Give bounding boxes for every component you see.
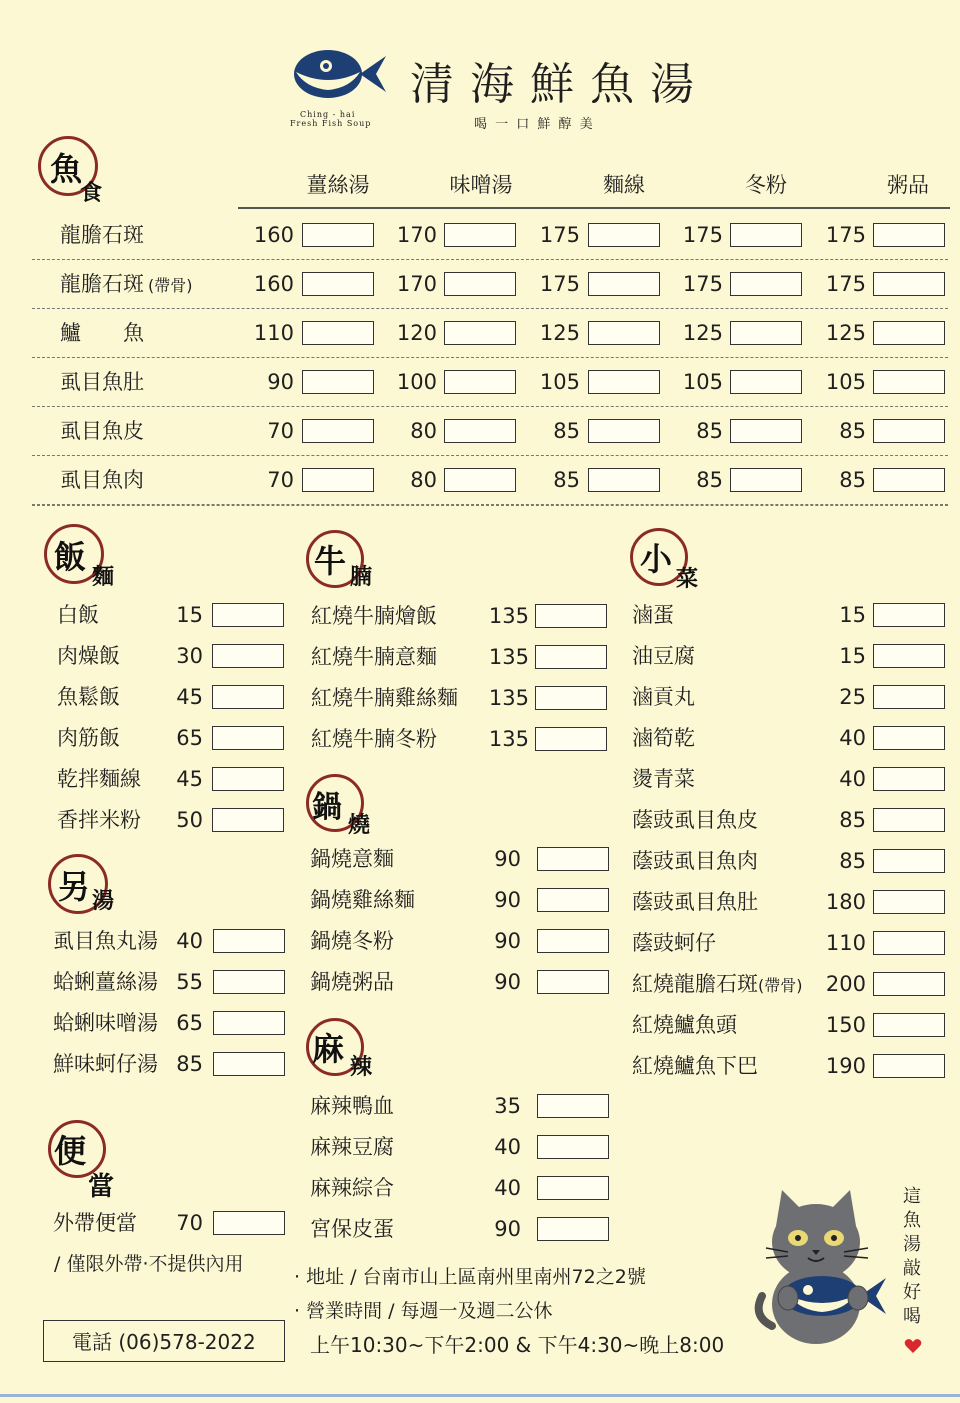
menu-item-label: 紅燒牛腩意麵 — [311, 645, 437, 669]
row-divider — [32, 357, 948, 358]
menu-item-name — [632, 602, 674, 628]
fish-price: 105 — [825, 370, 866, 394]
menu-item-label: 蛤蜊味噌湯 — [53, 1011, 158, 1035]
quantity-box[interactable] — [537, 1217, 609, 1241]
fish-price: 80 — [410, 468, 437, 492]
fish-price: 125 — [682, 321, 723, 345]
bottom-border — [0, 1394, 960, 1397]
address: ‧ 地址 / 台南市山上區南州里南州72之2號 — [294, 1266, 646, 1288]
menu-item-price: 135 — [488, 604, 529, 628]
fish-price: 105 — [539, 370, 580, 394]
menu-item-price: 90 — [494, 847, 521, 871]
quantity-box[interactable] — [535, 604, 607, 628]
menu-item-price: 200 — [825, 972, 866, 996]
menu-item-price: 90 — [494, 970, 521, 994]
quantity-box[interactable] — [212, 726, 284, 750]
menu-item-label: 蔭豉虱目魚肚 — [632, 890, 758, 914]
menu-item-name — [57, 643, 120, 669]
menu-item-price: 110 — [825, 931, 866, 955]
fish-price: 175 — [682, 223, 723, 247]
title-char: 湯 — [650, 59, 694, 110]
fish-item-label: 龍膽石斑 — [60, 223, 144, 247]
badge-beef-char1: 牛 — [314, 542, 347, 580]
phone-number: 電話 (06)578-2022 — [72, 1330, 256, 1354]
quantity-box[interactable] — [302, 419, 374, 443]
tagline: 喝 一 口 鮮 醇 美 — [474, 117, 595, 132]
menu-item-name — [632, 807, 758, 833]
title-char: 清 — [410, 59, 454, 110]
menu-item-price: 40 — [176, 929, 203, 953]
quantity-box[interactable] — [302, 370, 374, 394]
quantity-box[interactable] — [535, 686, 607, 710]
fish-item-name — [60, 320, 144, 346]
menu-item-name — [632, 930, 716, 956]
store-title — [410, 48, 700, 108]
badge-hotpot-char1: 鍋 — [312, 790, 342, 825]
row-divider — [32, 455, 948, 456]
menu-item-label: 香拌米粉 — [57, 808, 141, 832]
fish-price: 85 — [696, 468, 723, 492]
quantity-box[interactable] — [873, 370, 945, 394]
header-rule — [238, 207, 950, 209]
menu-item-name — [310, 928, 394, 954]
slogan-char: 好 — [903, 1282, 921, 1303]
menu-item-label: 麻辣綜合 — [310, 1176, 394, 1200]
menu-item-label: 蔭豉虱目魚皮 — [632, 808, 758, 832]
badge-spicy-char2: 辣 — [350, 1054, 373, 1080]
menu-item-price: 180 — [825, 890, 866, 914]
menu-item-name — [53, 1210, 137, 1236]
quantity-box[interactable] — [588, 321, 660, 345]
slogan-char: 湯 — [903, 1234, 921, 1255]
menu-item-label: 虱目魚丸湯 — [53, 929, 158, 953]
quantity-box[interactable] — [873, 685, 945, 709]
menu-item-name — [310, 846, 394, 872]
menu-item-label: 鍋燒粥品 — [310, 970, 394, 994]
menu-item-price: 150 — [825, 1013, 866, 1037]
quantity-box[interactable] — [444, 272, 516, 296]
quantity-box[interactable] — [213, 1052, 285, 1076]
bento-note: / 僅限外帶‧不提供內用 — [54, 1253, 244, 1275]
quantity-box[interactable] — [730, 370, 802, 394]
quantity-box[interactable] — [873, 767, 945, 791]
quantity-box[interactable] — [588, 223, 660, 247]
fish-item-name — [60, 222, 144, 248]
quantity-box[interactable] — [212, 808, 284, 832]
fish-price: 120 — [396, 321, 437, 345]
quantity-box[interactable] — [213, 970, 285, 994]
badge-sides-char1: 小 — [640, 540, 673, 578]
slogan-char: 這 — [903, 1186, 921, 1207]
quantity-box[interactable] — [302, 223, 374, 247]
quantity-box[interactable] — [873, 1013, 945, 1037]
badge-rice-char1: 飯 — [54, 538, 87, 576]
quantity-box[interactable] — [873, 726, 945, 750]
menu-item-name — [311, 644, 437, 670]
menu-item-name — [632, 766, 695, 792]
menu-item-label: 紅燒牛腩冬粉 — [311, 727, 437, 751]
menu-item-label: 鍋燒雞絲麵 — [310, 888, 415, 912]
menu-item-name — [57, 725, 120, 751]
quantity-box[interactable] — [444, 321, 516, 345]
quantity-box[interactable] — [873, 603, 945, 627]
row-divider — [32, 259, 948, 260]
quantity-box[interactable] — [873, 849, 945, 873]
menu-item-label: 宮保皮蛋 — [310, 1217, 394, 1241]
menu-item-name — [57, 602, 99, 628]
menu-item-name — [632, 848, 758, 874]
menu-item-label: 油豆腐 — [632, 644, 695, 668]
menu-item-price: 45 — [176, 685, 203, 709]
menu-item-name — [57, 766, 141, 792]
fish-price: 85 — [696, 419, 723, 443]
quantity-box[interactable] — [213, 1211, 285, 1235]
menu-item-price: 15 — [176, 603, 203, 627]
quantity-box[interactable] — [730, 272, 802, 296]
fish-item-name — [60, 271, 193, 299]
header — [0, 0, 960, 140]
menu-item-price: 15 — [839, 603, 866, 627]
menu-item-name — [310, 887, 415, 913]
menu-item-price: 135 — [488, 727, 529, 751]
fish-price: 85 — [553, 468, 580, 492]
menu-item-price: 65 — [176, 1011, 203, 1035]
quantity-box[interactable] — [873, 419, 945, 443]
fish-price: 90 — [267, 370, 294, 394]
row-divider — [32, 308, 948, 309]
menu-item-price: 65 — [176, 726, 203, 750]
quantity-box[interactable] — [873, 223, 945, 247]
fish-price: 70 — [267, 419, 294, 443]
fish-price: 175 — [825, 272, 866, 296]
menu-item-name — [311, 726, 437, 752]
menu-item-label: 滷筍乾 — [632, 726, 695, 750]
fish-price: 85 — [839, 419, 866, 443]
quantity-box[interactable] — [873, 890, 945, 914]
badge-bento-char2: 當 — [88, 1172, 115, 1202]
menu-item-price: 40 — [494, 1176, 521, 1200]
fish-price: 160 — [253, 223, 294, 247]
quantity-box[interactable] — [588, 468, 660, 492]
fish-item-label: 鱸 魚 — [60, 321, 144, 345]
fish-logo-icon — [290, 44, 390, 110]
menu-item-label: 滷貢丸 — [632, 685, 695, 709]
quantity-box[interactable] — [873, 321, 945, 345]
fish-price: 105 — [682, 370, 723, 394]
menu-item-name — [310, 1134, 394, 1160]
heart-icon — [904, 1338, 922, 1354]
badge-soup-char1: 另 — [58, 868, 91, 906]
menu-item-label: 白飯 — [57, 603, 99, 627]
menu-item-name — [310, 969, 394, 995]
menu-item-label: 紅燒鱸魚頭 — [632, 1013, 737, 1037]
column-header: 麵線 — [603, 173, 645, 197]
fish-price: 125 — [539, 321, 580, 345]
quantity-box[interactable] — [212, 685, 284, 709]
fish-price: 160 — [253, 272, 294, 296]
quantity-box[interactable] — [444, 370, 516, 394]
fish-price: 170 — [396, 223, 437, 247]
badge-spicy-char1: 麻 — [312, 1030, 345, 1068]
menu-item-label: 外帶便當 — [53, 1211, 137, 1235]
menu-item-name — [632, 1053, 758, 1079]
cat-mascot-icon — [752, 1186, 890, 1348]
menu-item-price: 35 — [494, 1094, 521, 1118]
menu-item-price: 40 — [839, 726, 866, 750]
quantity-box[interactable] — [537, 1176, 609, 1200]
quantity-box[interactable] — [873, 468, 945, 492]
fish-item-label: 虱目魚皮 — [60, 419, 144, 443]
fish-price: 175 — [539, 223, 580, 247]
quantity-box[interactable] — [873, 972, 945, 996]
fish-price: 85 — [553, 419, 580, 443]
fish-price: 110 — [253, 321, 294, 345]
menu-item-price: 90 — [494, 929, 521, 953]
menu-item-name — [310, 1175, 394, 1201]
fish-price: 125 — [825, 321, 866, 345]
menu-item-label: 紅燒鱸魚下巴 — [632, 1054, 758, 1078]
quantity-box[interactable] — [873, 1054, 945, 1078]
menu-item-price: 45 — [176, 767, 203, 791]
menu-item-price: 40 — [494, 1135, 521, 1159]
menu-item-label: 魚鬆飯 — [57, 685, 120, 709]
badge-fish-char2: 食 — [80, 180, 103, 206]
section-divider — [32, 505, 948, 506]
quantity-box[interactable] — [537, 1094, 609, 1118]
menu-item-label: 蔭豉虱目魚肉 — [632, 849, 758, 873]
quantity-box[interactable] — [537, 1135, 609, 1159]
logo-line2: Fresh Fish Soup — [290, 119, 372, 128]
menu-item-price: 135 — [488, 645, 529, 669]
badge-hotpot-char2: 燒 — [348, 812, 371, 838]
badge-rice-char2: 麵 — [92, 564, 115, 590]
quantity-box[interactable] — [730, 468, 802, 492]
quantity-box[interactable] — [444, 468, 516, 492]
title-char: 海 — [470, 59, 514, 110]
menu-item-name — [310, 1093, 394, 1119]
menu-item-name — [632, 1012, 737, 1038]
quantity-box[interactable] — [873, 644, 945, 668]
quantity-box[interactable] — [302, 272, 374, 296]
quantity-box[interactable] — [535, 727, 607, 751]
menu-item-label: 麻辣鴨血 — [310, 1094, 394, 1118]
column-header: 冬粉 — [745, 173, 787, 197]
menu-item-label: 滷蛋 — [632, 603, 674, 627]
title-char: 魚 — [590, 59, 634, 110]
menu-item-name — [632, 643, 695, 669]
menu-item-label: 鍋燒冬粉 — [310, 929, 394, 953]
menu-item-label: 鍋燒意麵 — [310, 847, 394, 871]
quantity-box[interactable] — [873, 272, 945, 296]
fish-price: 70 — [267, 468, 294, 492]
quantity-box[interactable] — [537, 929, 609, 953]
slogan-char: 敲 — [903, 1258, 921, 1279]
badge-soup-char2: 湯 — [92, 888, 115, 914]
fish-item-name — [60, 369, 144, 395]
fish-item-label: 虱目魚肚 — [60, 370, 144, 394]
menu-item-name — [632, 684, 695, 710]
column-header: 薑絲湯 — [306, 173, 370, 197]
quantity-box[interactable] — [444, 419, 516, 443]
menu-item-price: 40 — [839, 767, 866, 791]
quantity-box[interactable] — [588, 272, 660, 296]
menu-item-name — [632, 971, 803, 999]
menu-item-label: 麻辣豆腐 — [310, 1135, 394, 1159]
quantity-box[interactable] — [588, 370, 660, 394]
menu-item-name — [632, 889, 758, 915]
menu-item-label: 紅燒牛腩雞絲麵 — [311, 686, 458, 710]
menu-item-name — [57, 807, 141, 833]
menu-item-name — [57, 684, 120, 710]
fish-item-name — [60, 418, 144, 444]
quantity-box[interactable] — [302, 321, 374, 345]
logo-line1: Ching - hai — [300, 110, 356, 119]
fish-item-name — [60, 467, 144, 493]
quantity-box[interactable] — [730, 321, 802, 345]
quantity-box[interactable] — [212, 603, 284, 627]
menu-item-label: 肉燥飯 — [57, 644, 120, 668]
menu-item-name — [632, 725, 695, 751]
fish-item-suffix: (帶骨) — [148, 276, 193, 295]
slogan-char: 魚 — [903, 1210, 921, 1231]
menu-item-price: 25 — [839, 685, 866, 709]
title-char: 鮮 — [530, 59, 574, 110]
quantity-box[interactable] — [537, 970, 609, 994]
hours-label: ‧ 營業時間 / 每週一及週二公休 — [294, 1300, 553, 1322]
quantity-box[interactable] — [212, 767, 284, 791]
menu-item-price: 70 — [176, 1211, 203, 1235]
badge-bento-char1: 便 — [54, 1132, 87, 1170]
menu-item-price: 90 — [494, 1217, 521, 1241]
quantity-box[interactable] — [213, 929, 285, 953]
hours: 上午10:30~下午2:00 & 下午4:30~晚上8:00 — [310, 1333, 725, 1357]
badge-fish-char1: 魚 — [50, 150, 83, 188]
quantity-box[interactable] — [212, 644, 284, 668]
quantity-box[interactable] — [444, 223, 516, 247]
badge-beef-char2: 腩 — [350, 564, 373, 590]
column-header: 味噌湯 — [449, 173, 513, 197]
menu-item-price: 30 — [176, 644, 203, 668]
quantity-box[interactable] — [730, 223, 802, 247]
menu-item-name — [310, 1216, 394, 1242]
menu-item-price: 55 — [176, 970, 203, 994]
fish-price: 170 — [396, 272, 437, 296]
fish-price: 175 — [539, 272, 580, 296]
fish-price: 175 — [682, 272, 723, 296]
quantity-box[interactable] — [535, 645, 607, 669]
quantity-box[interactable] — [730, 419, 802, 443]
fish-item-label: 龍膽石斑 — [60, 272, 144, 296]
menu-item-name — [311, 685, 458, 711]
quantity-box[interactable] — [537, 847, 609, 871]
menu-item-label: 紅燒牛腩燴飯 — [311, 604, 437, 628]
menu-item-price: 15 — [839, 644, 866, 668]
menu-item-label: 蛤蜊薑絲湯 — [53, 970, 158, 994]
quantity-box[interactable] — [873, 808, 945, 832]
quantity-box[interactable] — [537, 888, 609, 912]
column-header: 粥品 — [887, 173, 929, 197]
slogan-char: 喝 — [903, 1306, 921, 1327]
menu-item-label: 燙青菜 — [632, 767, 695, 791]
menu-item-label: 肉筋飯 — [57, 726, 120, 750]
quantity-box[interactable] — [873, 931, 945, 955]
fish-price: 80 — [410, 419, 437, 443]
menu-item-price: 85 — [839, 849, 866, 873]
badge-sides-char2: 菜 — [676, 566, 699, 592]
menu-item-label: 鮮味蚵仔湯 — [53, 1052, 158, 1076]
menu-item-label: 乾拌麵線 — [57, 767, 141, 791]
menu-item-price: 85 — [839, 808, 866, 832]
menu-item-suffix: (帶骨) — [758, 976, 803, 995]
fish-item-label: 虱目魚肉 — [60, 468, 144, 492]
menu-item-label: 紅燒龍膽石斑 — [632, 972, 758, 996]
menu-item-label: 蔭豉蚵仔 — [632, 931, 716, 955]
menu-item-price: 90 — [494, 888, 521, 912]
quantity-box[interactable] — [302, 468, 374, 492]
quantity-box[interactable] — [588, 419, 660, 443]
fish-price: 175 — [825, 223, 866, 247]
menu-item-name — [311, 603, 437, 629]
fish-price: 100 — [396, 370, 437, 394]
row-divider — [32, 406, 948, 407]
menu-item-price: 85 — [176, 1052, 203, 1076]
fish-price: 85 — [839, 468, 866, 492]
menu-item-price: 135 — [488, 686, 529, 710]
menu-item-price: 50 — [176, 808, 203, 832]
menu-item-price: 190 — [825, 1054, 866, 1078]
quantity-box[interactable] — [213, 1011, 285, 1035]
